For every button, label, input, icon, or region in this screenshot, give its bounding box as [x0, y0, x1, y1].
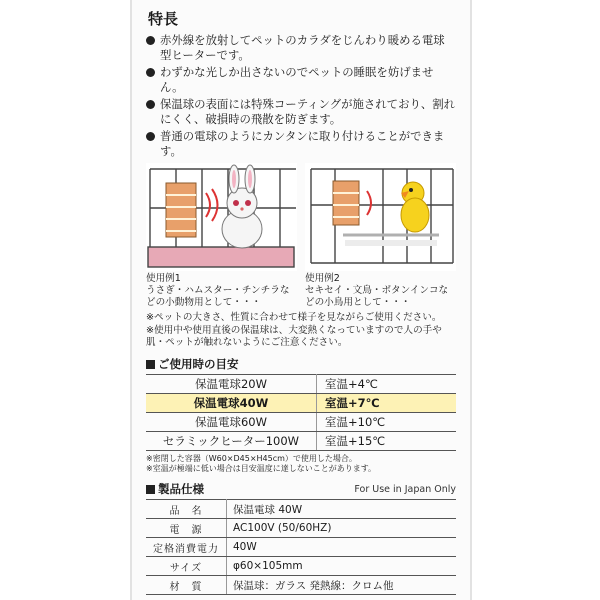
guide-temp: 室温+7℃ — [317, 394, 457, 413]
bullet-icon — [146, 100, 155, 109]
rabbit-cage-illustration — [146, 163, 297, 271]
caution-note: ※ペットの大きさ、性質に合わせて様子を見ながらご使用ください。 — [146, 312, 442, 323]
spec-label: 電 源 — [146, 519, 227, 538]
spec-value: φ60×105mm — [227, 557, 457, 576]
table-row — [146, 576, 456, 595]
spec-value: 保温球：ガラス 発熱線：クロム他 — [227, 576, 457, 595]
features-heading: 特長 — [148, 10, 179, 28]
feature-item: 保温球の表面には特殊コーティングが施されており、割れにくく、破損時の飛散を防ぎます。 — [146, 97, 456, 127]
bird-cage-illustration — [305, 163, 456, 271]
caution-notes — [146, 312, 456, 349]
bullet-icon — [146, 36, 155, 45]
spec-value: AC100V (50/60HZ) — [227, 519, 457, 538]
example-1 — [146, 273, 297, 309]
spec-label: 品 名 — [146, 500, 227, 519]
guide-product: 保温電球40W — [146, 394, 317, 413]
table-row — [146, 432, 456, 451]
guide-temp: 室温+4℃ — [317, 375, 457, 394]
spec-label: サイズ — [146, 557, 227, 576]
guide-footnotes — [146, 454, 456, 474]
square-bullet-icon — [146, 485, 155, 494]
bullet-icon — [146, 68, 155, 77]
guide-footnote: ※密閉した容器（W60×D45×H45cm）で使用した場合。 — [146, 454, 357, 463]
square-bullet-icon — [146, 360, 155, 369]
table-row — [146, 413, 456, 432]
guide-title: ご使用時の目安 — [158, 357, 239, 371]
guide-product: 保温電球60W — [146, 413, 317, 432]
example-2-title: 使用例2 — [305, 273, 340, 284]
examples-row — [146, 273, 456, 309]
guide-temp: 室温+15℃ — [317, 432, 457, 451]
guide-temp: 室温+10℃ — [317, 413, 457, 432]
spec-label: 材 質 — [146, 576, 227, 595]
example-2 — [305, 273, 456, 309]
guide-footnote: ※室温が極端に低い場合は目安温度に達しないことがあります。 — [146, 464, 377, 473]
illustration-row — [146, 163, 456, 271]
caution-note: ※使用中や使用直後の保温球は、大変熱くなっていますので人の手や肌・ペットが触れないようにご注意ください。 — [146, 325, 442, 348]
table-row — [146, 519, 456, 538]
spec-label: 定格消費電力 — [146, 538, 227, 557]
specs-title: 製品仕様 — [158, 482, 204, 496]
specs-section-title — [146, 481, 456, 497]
for-use-notice: For Use in Japan Only — [354, 483, 456, 495]
features-list — [146, 33, 456, 159]
feature-item: わずかな光しか出さないのでペットの睡眠を妨げません。 — [146, 65, 456, 95]
spec-value: 40W — [227, 538, 457, 557]
bullet-icon — [146, 132, 155, 141]
table-row-highlighted — [146, 394, 456, 413]
example-1-title: 使用例1 — [146, 273, 181, 284]
guide-product: セラミックヒーター100W — [146, 432, 317, 451]
product-info-card — [130, 0, 472, 600]
table-row — [146, 500, 456, 519]
example-2-desc: セキセイ・文鳥・ボタンインコなどの小鳥用として・・・ — [305, 285, 449, 308]
specs-table — [146, 499, 456, 595]
guide-table — [146, 374, 456, 451]
table-row — [146, 538, 456, 557]
example-1-desc: うさぎ・ハムスター・チンチラなどの小動物用として・・・ — [146, 285, 290, 308]
table-row — [146, 557, 456, 576]
table-row — [146, 375, 456, 394]
spec-value: 保温電球 40W — [227, 500, 457, 519]
guide-product: 保温電球20W — [146, 375, 317, 394]
feature-item: 普通の電球のようにカンタンに取り付けることができます。 — [146, 129, 456, 159]
guide-section-title — [146, 356, 456, 372]
feature-item: 赤外線を放射してペットのカラダをじんわり暖める電球型ヒーターです。 — [146, 33, 456, 63]
